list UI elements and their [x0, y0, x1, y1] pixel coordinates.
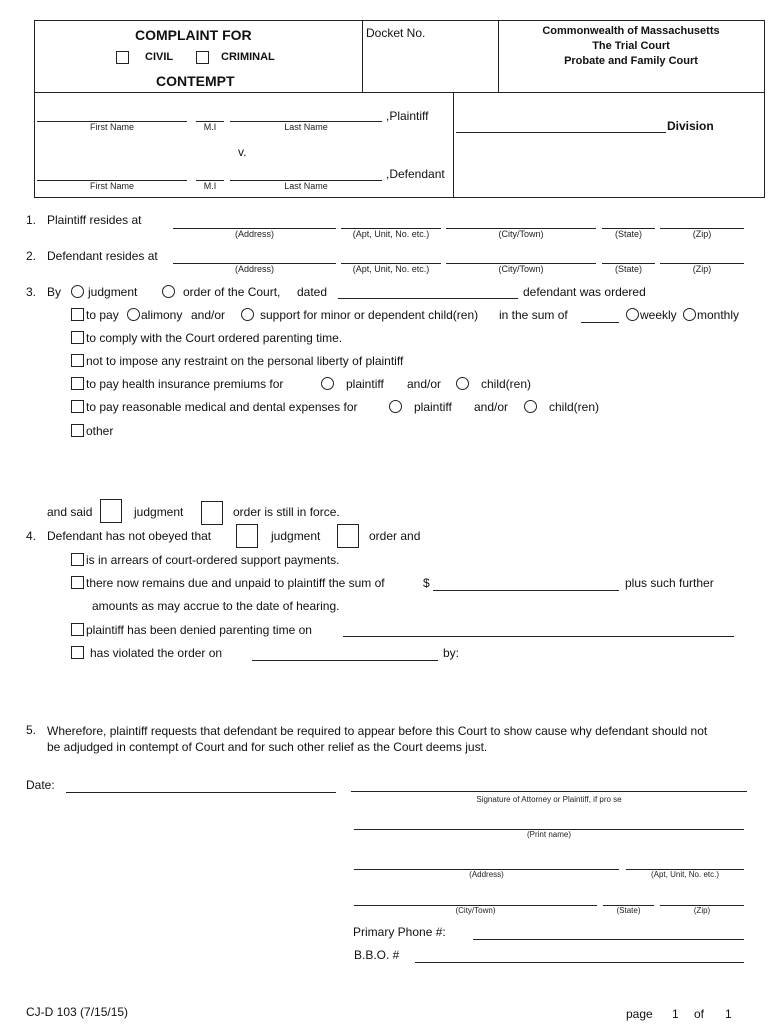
still-judgment-box[interactable]	[100, 499, 122, 523]
signature-caption: Signature of Attorney or Plaintiff, if pro se	[476, 795, 622, 804]
item4-number: 4.	[26, 529, 37, 543]
medical-label: to pay reasonable medical and dental expenses for	[86, 400, 358, 414]
frame-bottom	[34, 197, 765, 198]
address-caption: (Address)	[234, 229, 274, 239]
obeyed-order-label: order and	[369, 529, 421, 543]
in-sum-of-label: in the sum of	[499, 308, 568, 322]
health-label: to pay health insurance premiums for	[86, 377, 284, 391]
comply-checkbox[interactable]	[71, 331, 84, 344]
denied-date-line[interactable]	[343, 636, 734, 637]
to-pay-checkbox[interactable]	[71, 308, 84, 321]
defendant-mi-caption: M.I	[203, 181, 217, 191]
form-id: CJ-D 103 (7/15/15)	[26, 1005, 129, 1019]
state-caption: (State)	[614, 229, 642, 239]
page-label: page	[626, 1007, 653, 1021]
health-plaintiff-radio[interactable]	[321, 377, 334, 390]
city-caption-2: (City/Town)	[498, 264, 544, 274]
bbo-label: B.B.O. #	[354, 948, 400, 962]
frame-mid	[34, 92, 765, 93]
address-caption-2: (Address)	[234, 264, 274, 274]
state-caption-2: (State)	[614, 264, 642, 274]
denied-checkbox[interactable]	[71, 623, 84, 636]
amount-line[interactable]	[433, 590, 619, 591]
remains-due-checkbox[interactable]	[71, 576, 84, 589]
date-line[interactable]	[66, 792, 336, 793]
bbo-line[interactable]	[415, 962, 744, 963]
item1-number: 1.	[26, 213, 37, 227]
court-line3: Probate and Family Court	[564, 55, 698, 67]
phone-line[interactable]	[473, 939, 744, 940]
defendant-last-caption: Last Name	[284, 181, 328, 191]
weekly-label: weekly	[640, 308, 677, 322]
criminal-label: CRIMINAL	[221, 51, 275, 63]
obeyed-order-box[interactable]	[337, 524, 359, 548]
civil-label: CIVIL	[145, 51, 174, 63]
plaintiff-mi-caption: M.I	[203, 122, 217, 132]
medical-children-label: child(ren)	[549, 400, 600, 414]
sum-line[interactable]	[581, 322, 619, 323]
dollar-sign: $	[423, 576, 430, 590]
weekly-radio[interactable]	[626, 308, 639, 321]
medical-plaintiff-label: plaintiff	[414, 400, 452, 414]
plaintiff-resides-label: Plaintiff resides at	[47, 213, 142, 227]
by-colon-label: by:	[443, 646, 460, 660]
defendant-resides-label: Defendant resides at	[47, 249, 158, 263]
frame-top	[34, 20, 765, 21]
frame-right	[764, 20, 765, 197]
page-total: 1	[725, 1007, 732, 1021]
zip-caption: (Zip)	[692, 229, 712, 239]
court-line2: The Trial Court	[592, 40, 670, 52]
medical-children-radio[interactable]	[524, 400, 537, 413]
sig-address-caption: (Address)	[469, 870, 504, 879]
defendant-first-caption: First Name	[89, 181, 134, 191]
signature-line[interactable]	[351, 791, 747, 792]
court-line1: Commonwealth of Massachusetts	[542, 25, 720, 37]
defendant-suffix: ,Defendant	[386, 167, 445, 181]
restraint-checkbox[interactable]	[71, 354, 84, 367]
docket-label: Docket No.	[366, 26, 426, 40]
alimony-label: alimony	[141, 308, 183, 322]
title-line2: CONTEMPT	[156, 73, 235, 89]
obeyed-judgment-box[interactable]	[236, 524, 258, 548]
date-label: Date:	[26, 778, 55, 792]
item5-number: 5.	[26, 723, 37, 737]
city-caption: (City/Town)	[498, 229, 544, 239]
dated-line[interactable]	[338, 298, 518, 299]
by-judgment-label: judgment	[88, 285, 138, 299]
court-name	[498, 24, 764, 69]
amounts-accrue-label: amounts as may accrue to the date of hearing.	[92, 599, 340, 613]
print-name-caption: (Print name)	[526, 830, 571, 839]
frame-div1	[362, 20, 363, 92]
sig-apt-caption: (Apt, Unit, No. etc.)	[650, 870, 720, 879]
phone-label: Primary Phone #:	[353, 925, 446, 939]
violated-label: has violated the order on	[90, 646, 223, 660]
by-label: By	[47, 285, 62, 299]
by-order-radio[interactable]	[162, 285, 175, 298]
dated-label: dated	[297, 285, 328, 299]
division-line[interactable]	[456, 132, 666, 133]
support-radio[interactable]	[241, 308, 254, 321]
versus: v.	[238, 145, 247, 159]
criminal-checkbox[interactable]	[196, 51, 209, 64]
restraint-label: not to impose any restraint on the personal liberty of plaintiff	[86, 354, 404, 368]
monthly-label: monthly	[697, 308, 740, 322]
of-label: of	[694, 1007, 705, 1021]
still-order-label: order is still in force.	[233, 505, 340, 519]
frame-div3	[453, 92, 454, 197]
health-children-label: child(ren)	[481, 377, 532, 391]
obeyed-judgment-label: judgment	[271, 529, 321, 543]
health-children-radio[interactable]	[456, 377, 469, 390]
by-judgment-radio[interactable]	[71, 285, 84, 298]
other-label: other	[86, 424, 114, 438]
medical-plaintiff-radio[interactable]	[389, 400, 402, 413]
comply-label: to comply with the Court ordered parenting time.	[86, 331, 343, 345]
sig-city-caption: (City/Town)	[455, 906, 496, 915]
item3-number: 3.	[26, 285, 37, 299]
zip-caption-2: (Zip)	[692, 264, 712, 274]
still-order-box[interactable]	[201, 501, 223, 525]
medical-andor: and/or	[474, 400, 509, 414]
violated-checkbox[interactable]	[71, 646, 84, 659]
title-line1: COMPLAINT FOR	[135, 27, 252, 43]
arrears-label: is in arrears of court-ordered support payments.	[86, 553, 340, 567]
health-plaintiff-label: plaintiff	[346, 377, 384, 391]
denied-label: plaintiff has been denied parenting time on	[86, 623, 312, 637]
support-label: support for minor or dependent child(ren)	[260, 308, 479, 322]
remains-due-label: there now remains due and unpaid to plaintiff the sum of	[86, 576, 385, 590]
medical-checkbox[interactable]	[71, 400, 84, 413]
arrears-checkbox[interactable]	[71, 553, 84, 566]
still-judgment-label: judgment	[134, 505, 184, 519]
plaintiff-suffix: ,Plaintiff	[386, 109, 429, 123]
alimony-radio[interactable]	[127, 308, 140, 321]
and-said-label: and said	[47, 505, 93, 519]
plaintiff-last-caption: Last Name	[284, 122, 328, 132]
sig-zip-caption: (Zip)	[693, 906, 711, 915]
other-checkbox[interactable]	[71, 424, 84, 437]
violated-date-line[interactable]	[252, 660, 438, 661]
plaintiff-first-caption: First Name	[89, 122, 134, 132]
frame-left	[34, 20, 35, 197]
to-pay-label: to pay	[86, 308, 119, 322]
plus-further-label: plus such further	[625, 576, 714, 590]
apt-caption: (Apt, Unit, No. etc.)	[352, 229, 430, 239]
sig-state-caption: (State)	[616, 906, 641, 915]
monthly-radio[interactable]	[683, 308, 696, 321]
item2-number: 2.	[26, 249, 37, 263]
alimony-andor: and/or	[191, 308, 226, 322]
was-ordered-label: defendant was ordered	[523, 285, 646, 299]
apt-caption-2: (Apt, Unit, No. etc.)	[352, 264, 430, 274]
civil-checkbox[interactable]	[116, 51, 129, 64]
division-label: Division	[667, 119, 714, 133]
health-andor: and/or	[407, 377, 442, 391]
wherefore-line2: be adjudged in contempt of Court and for such other relief as the Court deems just.	[47, 740, 488, 754]
page-number: 1	[672, 1007, 679, 1021]
not-obeyed-label: Defendant has not obeyed that	[47, 529, 212, 543]
wherefore-line1: Wherefore, plaintiff requests that defendant be required to appear before this Court to show cause why defendant should not	[47, 724, 708, 738]
health-checkbox[interactable]	[71, 377, 84, 390]
order-of-court-label: order of the Court,	[183, 285, 281, 299]
